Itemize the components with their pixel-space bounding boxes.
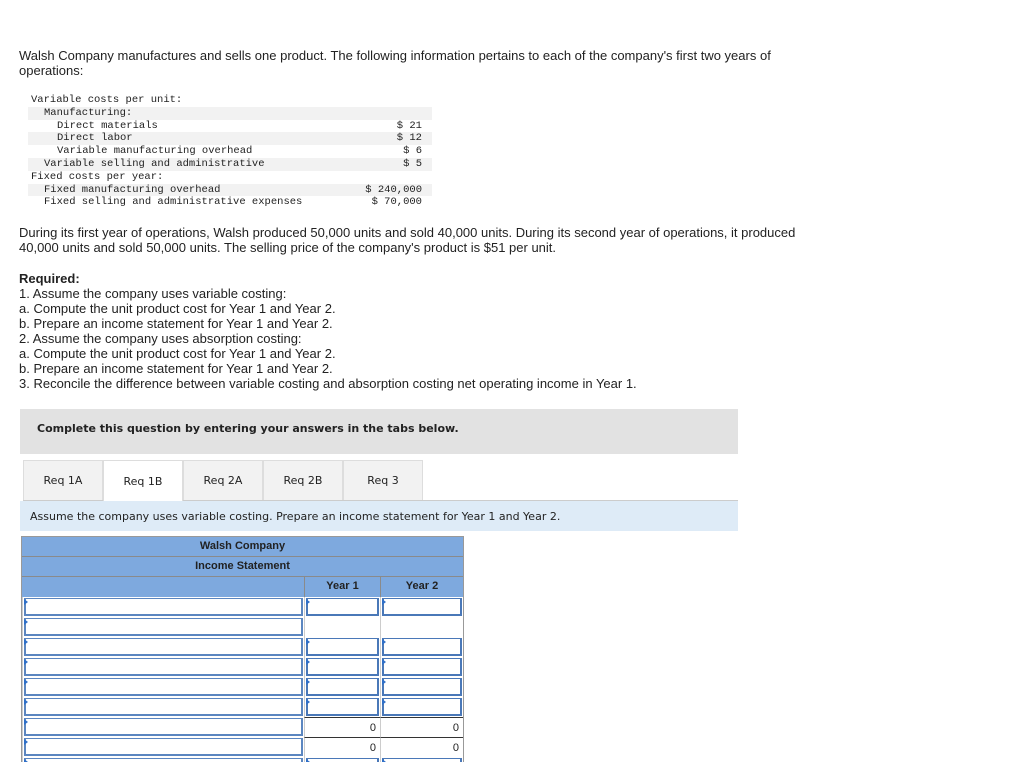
table-row [22,677,463,697]
cost-row [28,94,432,107]
year2-input[interactable] [382,658,462,676]
tab-req-2a[interactable]: Req 2A [183,460,263,500]
year1-input[interactable] [306,678,379,696]
line-item-field[interactable] [22,657,304,677]
table-row [22,617,463,637]
cost-label: Fixed selling and administrative expenses [44,196,303,209]
line-item-input[interactable] [24,718,303,736]
cost-label: Variable costs per unit: [31,94,183,106]
cost-value [422,171,432,184]
requirement-item: 1. Assume the company uses variable costing: [19,286,287,301]
year1-total: 0 [304,717,380,737]
line-item-field[interactable] [22,717,304,737]
cost-row [28,158,432,171]
tab-req-1b[interactable]: Req 1B [103,460,183,501]
line-item-field[interactable] [22,597,304,617]
cost-data-table [28,94,432,209]
table-row [22,657,463,677]
cost-row [28,171,432,184]
instructions-banner: Complete this question by entering your answers in the tabs below. [20,409,738,454]
table-row [22,637,463,657]
tab-req-1a[interactable]: Req 1A [23,460,103,500]
year1-cell[interactable] [304,657,380,677]
requirement-item: a. Compute the unit product cost for Year 1 and Year 2. [19,301,336,316]
year2-input[interactable] [382,678,462,696]
tab-instruction: Assume the company uses variable costing. Prepare an income statement for Year 1 and Year 2. [20,501,738,531]
income-statement-table [21,536,464,762]
line-item-input[interactable] [24,758,303,762]
cost-value: $ 70,000 [371,196,422,209]
table-row [22,717,463,737]
line-item-field[interactable] [22,617,304,637]
table-row [22,597,463,617]
year2-cell[interactable] [380,757,463,762]
cost-row [28,184,432,197]
year2-input[interactable] [382,758,462,762]
line-item-field[interactable] [22,757,304,762]
year1-cell[interactable] [304,677,380,697]
line-item-input[interactable] [24,638,303,656]
company-name: Walsh Company [22,537,463,557]
required-title: Required: [19,271,80,286]
tab-req-2b[interactable]: Req 2B [263,460,343,500]
cost-row [28,132,432,145]
intro-text: Walsh Company manufactures and sells one product. The following information pertains to each of the company's first two years of operations: [19,48,771,78]
line-item-input[interactable] [24,618,303,636]
year1-cell[interactable] [304,637,380,657]
line-item-field[interactable] [22,677,304,697]
year2-input[interactable] [382,638,462,656]
year2-total: 0 [380,737,463,757]
line-item-input[interactable] [24,698,303,716]
cost-row [28,145,432,158]
year1-cell[interactable] [304,597,380,617]
requirements [19,271,799,391]
cost-value: $ 21 [396,119,422,132]
requirement-item: 2. Assume the company uses absorption costing: [19,331,302,346]
line-item-input[interactable] [24,658,303,676]
year1-input[interactable] [306,658,379,676]
year1-input[interactable] [306,598,379,616]
cost-label: Manufacturing: [44,106,133,119]
cost-value [422,107,432,120]
cost-label: Direct materials [57,119,158,132]
cost-label: Fixed costs per year: [31,170,164,183]
line-item-field[interactable] [22,737,304,757]
year2-cell[interactable] [380,597,463,617]
year1-empty [304,617,380,637]
cost-label: Variable manufacturing overhead [57,145,253,158]
requirement-item: 3. Reconcile the difference between variable costing and absorption costing net operating income in Year 1. [19,376,637,391]
cost-value: $ 12 [396,132,422,145]
year2-total: 0 [380,717,463,737]
year2-cell[interactable] [380,657,463,677]
tab-req-3[interactable]: Req 3 [343,460,423,500]
year2-header: Year 2 [380,577,463,597]
production-text: During its first year of operations, Walsh produced 50,000 units and sold 40,000 units. During its second year of operations, it produced 40,000 units and sold 50,000 units. The selling price of the company's product is $51 per unit. [19,225,796,255]
cost-row [28,107,432,120]
table-row [22,737,463,757]
line-item-field[interactable] [22,637,304,657]
line-item-field[interactable] [22,697,304,717]
cost-value: $ 6 [403,145,422,158]
cost-label: Direct labor [57,132,133,145]
table-row [22,757,463,762]
cost-label: Variable selling and administrative [44,157,265,170]
year2-empty [380,617,463,637]
cost-label: Fixed manufacturing overhead [44,183,221,196]
cost-row [28,120,432,133]
line-item-input[interactable] [24,678,303,696]
year2-input[interactable] [382,698,462,716]
line-item-input[interactable] [24,738,303,756]
year1-input[interactable] [306,758,379,762]
year1-input[interactable] [306,638,379,656]
year2-cell[interactable] [380,697,463,717]
requirement-item: b. Prepare an income statement for Year 1 and Year 2. [19,316,333,331]
statement-title: Income Statement [22,557,463,577]
cost-value: $ 5 [403,157,422,170]
year1-input[interactable] [306,698,379,716]
cost-value: $ 240,000 [365,183,422,196]
year2-cell[interactable] [380,637,463,657]
year1-total: 0 [304,737,380,757]
header-row [22,577,463,597]
tab-bar [23,460,738,501]
year1-cell[interactable] [304,697,380,717]
requirement-item: b. Prepare an income statement for Year 1 and Year 2. [19,361,333,376]
year1-header: Year 1 [304,577,380,597]
requirement-item: a. Compute the unit product cost for Year 1 and Year 2. [19,346,336,361]
year2-cell[interactable] [380,677,463,697]
line-item-input[interactable] [24,598,303,616]
cost-row [28,196,432,209]
year2-input[interactable] [382,598,462,616]
cost-value [422,94,432,107]
year1-cell[interactable] [304,757,380,762]
table-row [22,697,463,717]
